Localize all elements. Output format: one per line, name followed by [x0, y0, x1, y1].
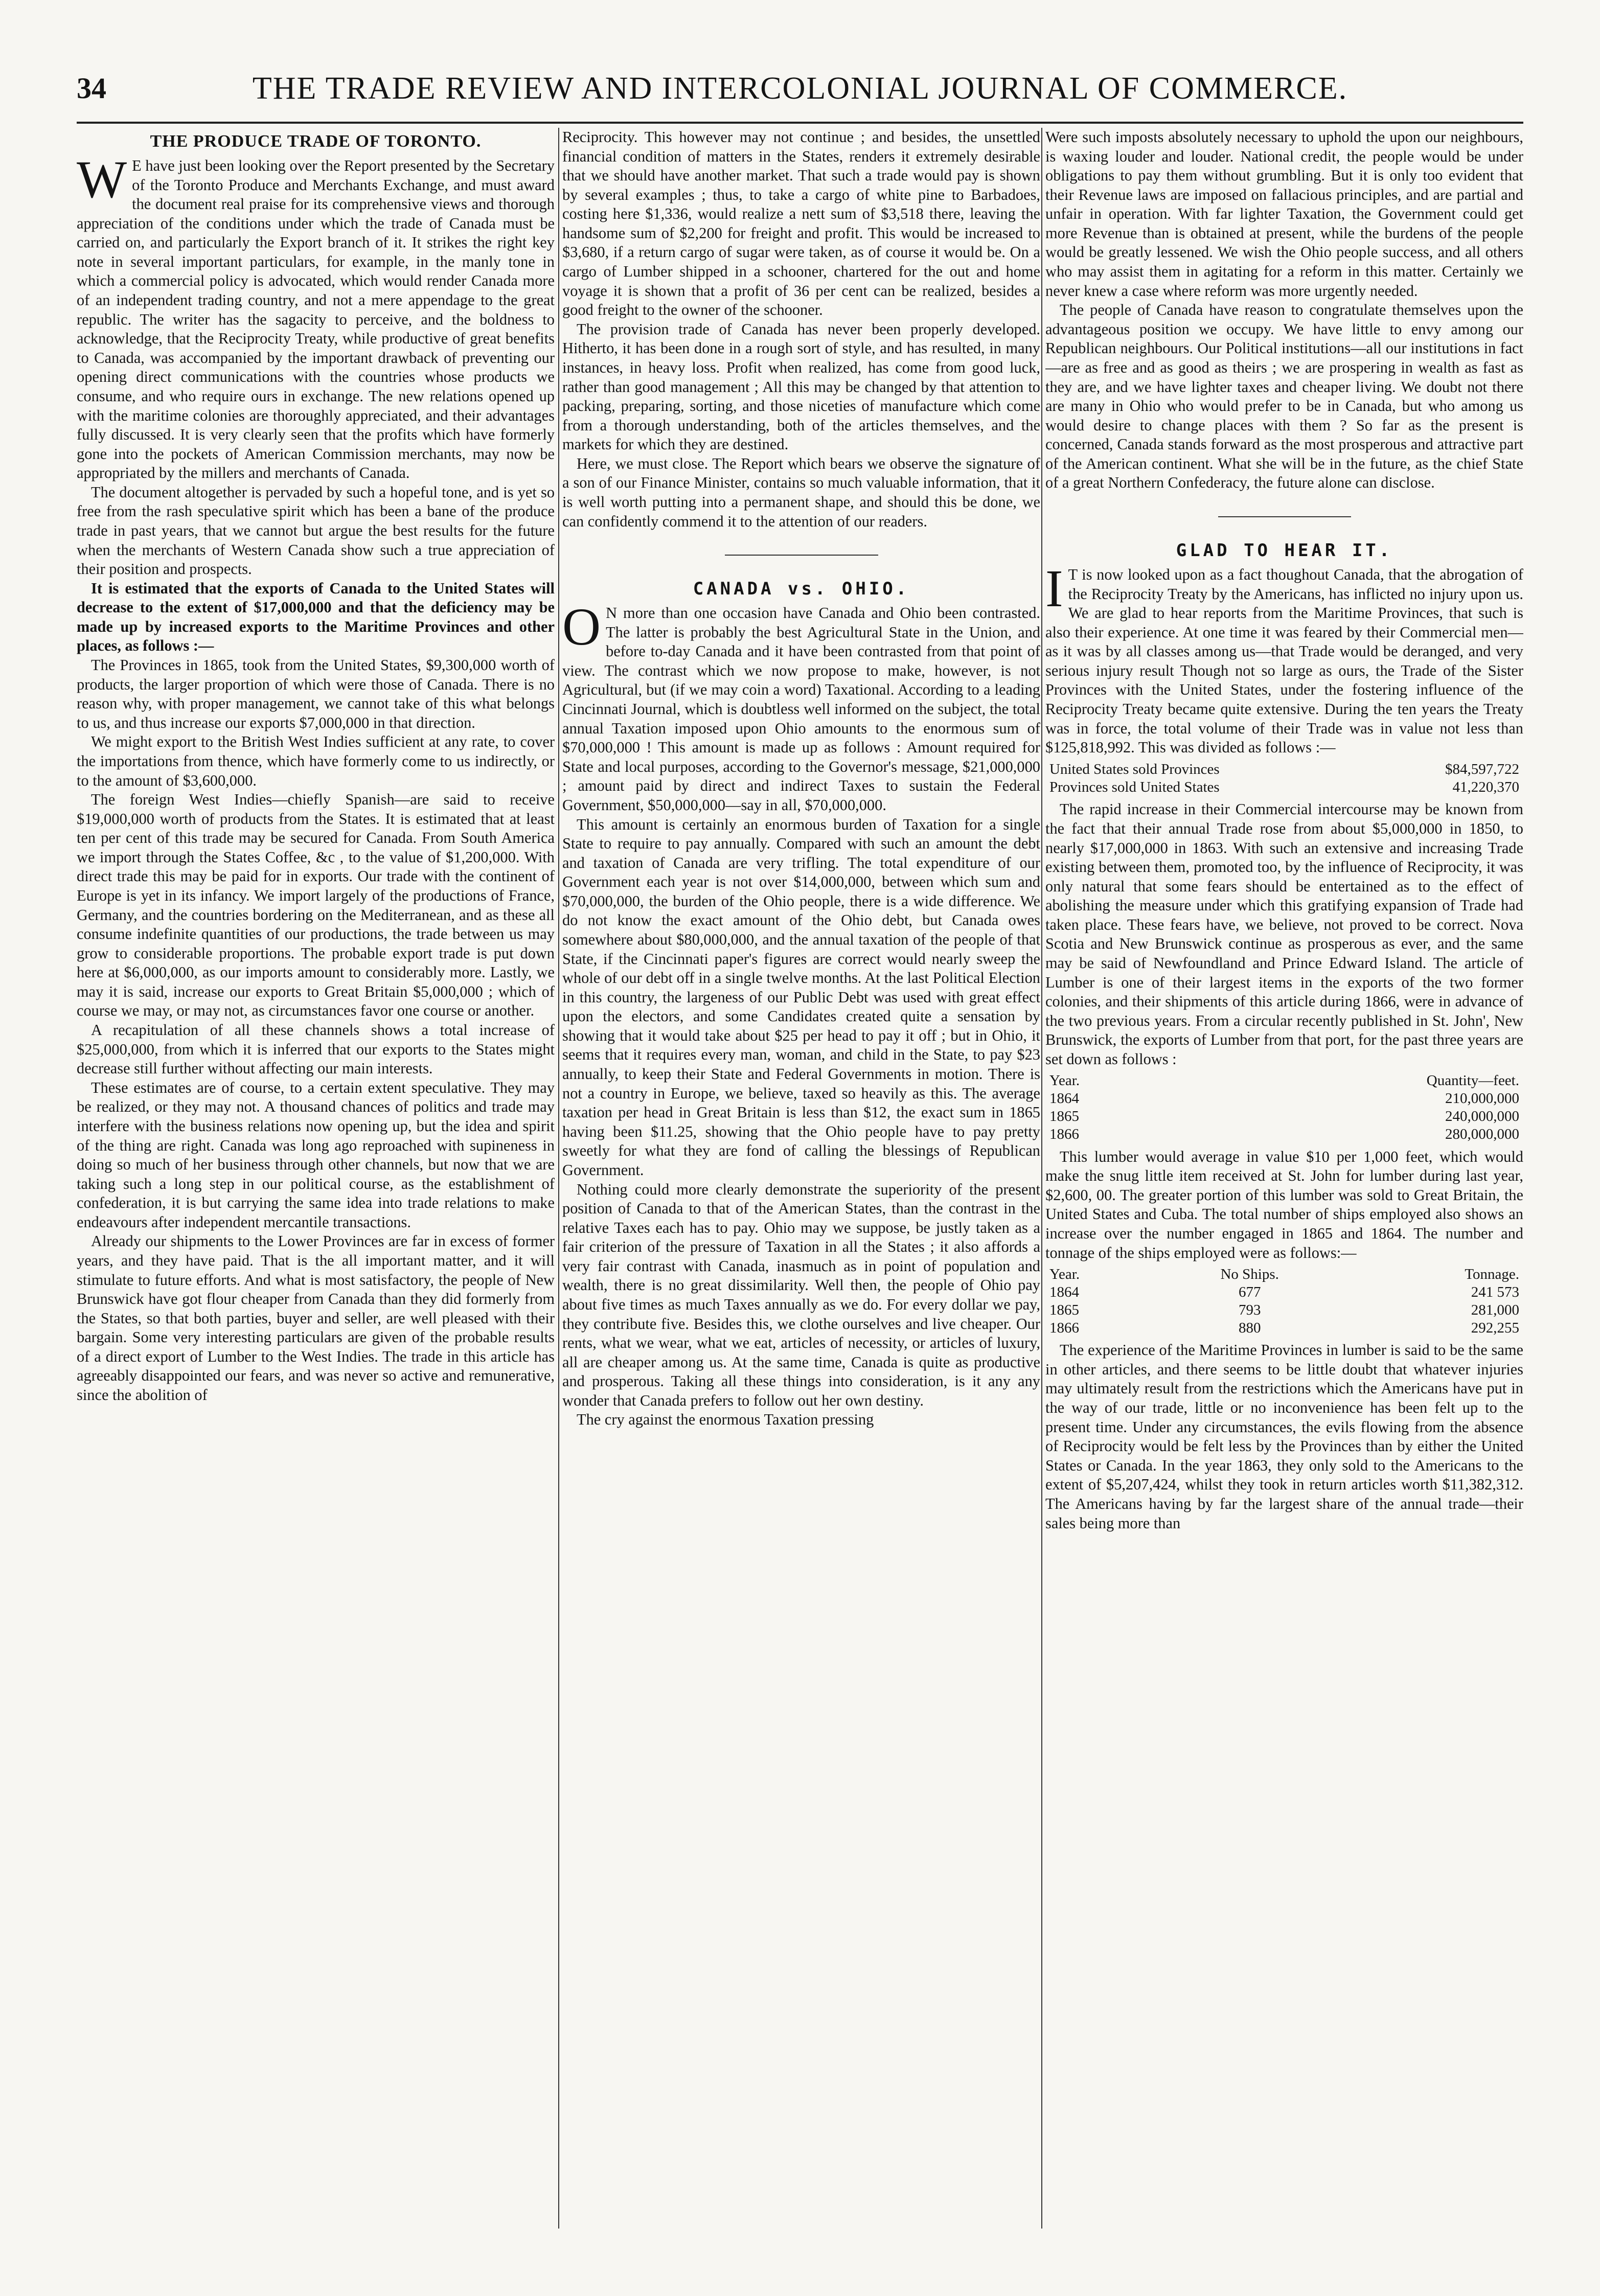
- column-1: [77, 128, 555, 2234]
- article-paragraph: I T is now looked upon as a fact thoughout Canada, that the abrogation of the Reciprocity Treaty by the Americans, has inflicted no injury upon us. We are glad to hear reports from the Maritime Provinces, that such is also their experience. At one time it was feared by their Commercial men—as it was by all classes among us—that Trade would be deranged, and very serious injury result Though not so large as ours, the Trade of the Sister Provinces with the United States, under the fostering influence of the Reciprocity Treaty became quite extensive. During the ten years the Treaty was in force, the total volume of their Trade was in value not less than $125,818,992. This was divided as follows :—: [1045, 559, 1523, 756]
- article-paragraph: The foreign West Indies—chiefly Spanish—are said to receive $19,000,000 worth of products from the States. It is estimated that at least ten per cent of this trade may be secured for Canada. From South America we import through the States Coffee, &c , to the value of $1,200,000. With direct trade this may be paid for in exports. Our trade with the continent of Europe is yet in its infancy. We import largely of the productions of France, Germany, and the countries bordering on the Mediterranean, and as these all consume indefinite quantities of our productions, the trade between us may grow to considerable proportions. The probable export trade is put down here at $6,000,000, as our imports amount to considerably more. Lastly, we may it is said, increase our exports to Great Britain $5,000,000 ; which of course we may, or may not, as circumstances favor one course or another.: [77, 791, 555, 1020]
- table-cell-tonnage: 281,000: [1471, 1301, 1519, 1318]
- table-cell-ships: 677: [1238, 1283, 1261, 1300]
- table-row: [1045, 1283, 1523, 1301]
- article-title-glad-to-hear-it: GLAD TO HEAR IT.: [1176, 540, 1393, 561]
- column-rule: [1041, 128, 1042, 2229]
- section-divider: [1218, 516, 1351, 517]
- running-head: THE TRADE REVIEW AND INTERCOLONIAL JOURNAL OF COMMERCE.: [252, 71, 1348, 106]
- table-row: [1045, 1319, 1523, 1337]
- table-header-year: Year.: [1049, 1072, 1080, 1089]
- article-paragraph: Here, we must close. The Report which bears we observe the signature of a son of our Finance Minister, contains so much valuable information, that it is well worth putting into a permanent shape, and should this be done, we can confidently commend it to the attention of our readers.: [562, 454, 1040, 530]
- article-paragraph: The document altogether is pervaded by such a hopeful tone, and is yet so free from the rash speculative spirit which has been a bane of the produce trade in past years, that we cannot but argue the best results for the future when the merchants of Western Canada show such a true appreciation of their position and prospects.: [77, 483, 555, 578]
- table-row: [1045, 1301, 1523, 1319]
- article-paragraph: W E have just been looking over the Report presented by the Secretary of the Toronto Produce and Merchants Exchange, and must award the document real praise for its comprehensive views and thorough appreciation of the conditions under which the trade of Canada must be carried on, and particularly the Export branch of it. It strikes the right key note in several important particulars, for example, in the manly tone in which a commercial policy is advocated, which would render Canada more of an independent trading country, and not a mere appendage to the great republic. The writer has the sagacity to perceive, and the boldness to acknowledge, that the Reciprocity Treaty, while productive of great benefits to Canada, was accompanied by the important drawback of preventing our opening direct communications with the countries whose products we consume, and who require ours in exchange. The new relations opened up with the maritime colonies are thoroughly appreciated, and their advantages fully discussed. It is very clearly seen that the profits which have formerly gone into the pockets of American Commission merchants, may now be appropriated by the millers and merchants of Canada.: [77, 150, 555, 482]
- article-paragraph: The cry against the enormous Taxation pressing: [577, 1411, 874, 1429]
- article-paragraph: The rapid increase in their Commercial intercourse may be known from the fact that their annual Trade rose from about $5,000,000 in 1850, to nearly $17,000,000 in 1863. With such an extensive and increasing Trade existing between them, promoted too, by the influence of Reciprocity, it was only natural that some fears should be entertained as to the effect of abolishing the measure under which this gratifying expansion of Trade had taken place. These fears have, we believe, not proved to be correct. Nova Scotia and New Brunswick continue as prosperous as ever, and the same may be said of Newfoundland and Prince Edward Island. The article of Lumber is one of their largest items in the exports of the two former colonies, and their shipments of this article during 1866, were in advance of the two previous years. From a circular recently published in St. John', New Brunswick, the exports of Lumber from that port, for the past three years are set down as follows :: [1045, 800, 1523, 1068]
- table-cell-year: 1866: [1049, 1126, 1079, 1142]
- table-cell-label: United States sold Provinces: [1049, 761, 1220, 777]
- table-cell-quantity: 280,000,000: [1445, 1126, 1519, 1142]
- table-cell-year: 1865: [1049, 1108, 1079, 1125]
- table-cell-year: 1864: [1049, 1090, 1079, 1107]
- article-paragraph: It is estimated that the exports of Canada to the United States will decrease to the extent of $17,000,000 and that the deficiency may be made up by increased exports to the Maritime Provinces and other places, as follows :—: [77, 579, 555, 655]
- drop-cap: I: [1045, 559, 1063, 618]
- table-header-tonnage: Tonnage.: [1465, 1266, 1519, 1283]
- column-2: [562, 128, 1040, 2234]
- table-cell-label: Provinces sold United States: [1049, 778, 1220, 795]
- trade-split-table: [1045, 761, 1523, 796]
- table-header-year: Year.: [1049, 1266, 1080, 1283]
- table-cell-tonnage: 241 573: [1471, 1283, 1519, 1300]
- article-paragraph: Already our shipments to the Lower Provinces are far in excess of former years, and they have paid. That is the all important matter, and it will stimulate to future efforts. And what is most satisfactory, the people of New Brunswick have got flour cheaper from Canada than they did formerly from the States, so that both parties, buyer and seller, are well pleased with their bargain. Some very interesting particulars are given of the probable results of a direct export of Lumber to the West Indies. The trade in this article has agreeably disappointed our fears, and was never so active and remunerative, since the abolition of: [77, 1232, 555, 1404]
- article-title-canada-vs-ohio: CANADA vs. OHIO.: [693, 579, 910, 600]
- article-paragraph: Were such imposts absolutely necessary to uphold the upon our neighbours, is waxing louder and louder. National credit, the people would be under obligations to pay them without grumbling. But it is only too evident that their Revenue laws are imposed on fallacious principles, and are partial and unfair in operation. With far lighter Taxation, the Government could get more Revenue than is obtained at present, while the burdens of the people would be greatly lessened. We wish the Ohio people success, and all others who may assist them in agitating for a reform in this matter. Certainly we never knew a case where reform was more urgently needed.: [1045, 128, 1523, 300]
- table-cell-quantity: 240,000,000: [1445, 1108, 1519, 1125]
- table-cell-ships: 880: [1238, 1319, 1261, 1336]
- article-paragraph: We might export to the British West Indies sufficient at any rate, to cover the importations from thence, which have formerly come to us indirectly, or to the amount of $3,600,000.: [77, 733, 555, 789]
- table-row: [1045, 1108, 1523, 1126]
- table-cell-ships: 793: [1238, 1301, 1261, 1318]
- table-header-ships: No Ships.: [1220, 1266, 1279, 1283]
- table-row: [1045, 1090, 1523, 1108]
- table-cell-year: 1866: [1049, 1319, 1079, 1336]
- table-row: [1045, 1126, 1523, 1143]
- table-cell-value: $84,597,722: [1445, 761, 1519, 777]
- article-paragraph: Reciprocity. This however may not continue ; and besides, the unsettled financial condition of matters in the States, renders it extremely desirable that we should have another market. That such a trade would pay is shown by several examples ; thus, to take a cargo of white pine to Barbadoes, costing here $1,336, would realize a nett sum of $3,518 there, leaving the handsome sum of $2,200 for freight and profit. This would be increased to $3,680, if a return cargo of sugar were taken, as of course it would be. On a cargo of Lumber shipped in a schooner, chartered for the out and home voyage it is shown that a profit of 36 per cent can be realized, besides a good freight to the owner of the schooner.: [562, 128, 1040, 319]
- table-row: [1045, 778, 1523, 796]
- article-paragraph: This amount is certainly an enormous burden of Taxation for a single State to require to pay annually. Compared with such an amount the debt and taxation of Canada are very trifling. The total expenditure of our Government each year is not over $14,000,000, between which sum and $70,000,000, the burden of the Ohio people, there is a wide difference. We do not know the exact amount of the Ohio debt, but Canada owes somewhere about $80,000,000, and the annual taxation of the people of that State, if the Cincinnati paper's figures are correct would nearly sweep the whole of our debt off in a single twelve months. At the last Political Election in this country, the largeness of our Public Debt was used with great effect upon the electors, and some Candidates created quite a sensation by showing that it would take about $25 per head to pay it off ; but in Ohio, it seems that it requires every man, woman, and child in the State, to pay $23 annually, to keep their State and Federal Governments in motion. There is not a country in Europe, we believe, taxed so heavily as this. The average taxation per head in Great Britain is less than $12, the exact sum in 1865 having been $11.25, showing that the Ohio people have to pay pretty sweetly for what they are fond of calling the blessings of Republican Government.: [562, 815, 1040, 1179]
- table-cell-quantity: 210,000,000: [1445, 1090, 1519, 1107]
- column-rule: [558, 128, 559, 2229]
- drop-cap: W: [77, 150, 127, 210]
- table-row: [1045, 761, 1523, 778]
- lumber-exports-table: [1045, 1072, 1523, 1143]
- table-cell-tonnage: 292,255: [1471, 1319, 1519, 1336]
- article-paragraph: The Provinces in 1865, took from the United States, $9,300,000 worth of products, the larger proportion of which were those of Canada. There is no reason why, with proper management, we cannot take of this what belongs to us, and thus increase our exports $7,000,000 in that direction.: [77, 656, 555, 731]
- table-header-row: [1045, 1266, 1523, 1283]
- drop-cap: O: [562, 598, 601, 657]
- table-cell-year: 1864: [1049, 1283, 1079, 1300]
- section-divider: [725, 555, 878, 556]
- column-3: [1045, 128, 1523, 2234]
- page-header: [77, 65, 1523, 124]
- table-cell-value: 41,220,370: [1452, 778, 1519, 795]
- article-paragraph: The provision trade of Canada has never been properly developed. Hitherto, it has been done in a rough sort of style, and has resulted, in many instances, in heavy loss. Profit when realized, has come from good luck, rather than good management ; All this may be changed by that attention to packing, preparing, sorting, and those niceties of manufacture which come from a thorough understanding, both of the articles themselves, and the markets for which they are destined.: [562, 320, 1040, 453]
- article-title-produce-trade: THE PRODUCE TRADE OF TORONTO.: [150, 132, 482, 151]
- article-paragraph: Nothing could more clearly demonstrate the superiority of the present position of Canada to that of the American States, than the contrast in the relative Taxes each has to pay. Ohio may we suppose, be justly taken as a fair criterion of the pressure of Taxation in all the States ; it also affords a very fair contrast with Canada, inasmuch as in point of population and wealth, there is no great dissimilarity. Well then, the people of Ohio pay about five times as much Taxes annually as we do. For every dollar we pay, they contribute five. Besides this, we clothe ourselves and live cheaper. Our rents, what we wear, what we eat, articles of necessity, or articles of luxury, all are cheaper among us. At the same time, Canada is quite as productive and prosperous. Taking all these things into consideration, is it any any wonder that Canada prefers to follow out her own destiny.: [562, 1180, 1040, 1409]
- article-paragraph: The experience of the Maritime Provinces in lumber is said to be the same in other articles, and there seems to be little doubt that whatever injuries may ultimately result from the restrictions which the Americans have put in the way of our trade, little or no inconvenience has been felt up to the present time. Under any circumstances, the evils flowing from the absence of Reciprocity would be felt less by the Provinces than by either the United States or Canada. In the year 1863, they only sold to the Americans to the extent of $5,207,424, whilst they took in return articles worth $11,382,312. The Americans having by far the largest share of the annual trade—their sales being more than: [1045, 1341, 1523, 1532]
- page-number: 34: [77, 72, 106, 105]
- article-paragraph: O N more than one occasion have Canada and Ohio been contrasted. The latter is probably the best Agricultural State in the Union, and before to-day Canada and it have been contrasted from that point of view. The contrast which we now propose to make, however, is not Agricultural, but (if we may coin a word) Taxational. According to a leading Cincinnati Journal, which is doubtless well informed on the subject, the total annual Taxation imposed upon Ohio amounts to the enormous sum of $70,000,000 ! This amount is made up as follows : Amount required for State and local purposes, according to the Governor's message, $21,000,000 ; amount paid by direct and indirect Taxes to sustain the Federal Government, $50,000,000—say in all, $70,000,000.: [562, 598, 1040, 814]
- table-header-quantity: Quantity—feet.: [1426, 1072, 1519, 1089]
- article-paragraph: The people of Canada have reason to congratulate themselves upon the advantageous position we occupy. We have little to envy among our Republican neighbours. Our Political institutions—all our institutions in fact—are as free and as good as theirs ; we are prospering in wealth as fast as they are, and we have lighter taxes and cheaper living. We doubt not there are many in Ohio who would prefer to be in Canada, but who among us would desire to change places with them ? So far as the present is concerned, Canada stands forward as the most prosperous and attractive part of the American continent. What she will be in the future, as the chief State of a great Northern Confederacy, the future alone can disclose.: [1045, 301, 1523, 492]
- article-paragraph: These estimates are of course, to a certain extent speculative. They may be realized, or they may not. A thousand chances of politics and trade may interfere with the business relations now opening up, but the idea and spirit of the thing are right. Canada was long ago reproached with supineness in doing so much of her business through other channels, but now that we are taking such a long step in our political course, as the establishment of confederation, it is but carrying the same idea into trade relations to make endeavours after independent mercantile transactions.: [77, 1078, 555, 1231]
- article-paragraph: This lumber would average in value $10 per 1,000 feet, which would make the snug little item received at St. John for lumber during last year, $2,600, 00. The greater portion of this lumber was sold to Great Britain, the United States and Cuba. The total number of ships employed also shows an increase over the number engaged in 1865 and 1864. The number and tonnage of the ships employed were as follows:—: [1045, 1147, 1523, 1261]
- table-header-row: [1045, 1072, 1523, 1090]
- table-cell-year: 1865: [1049, 1301, 1079, 1318]
- article-paragraph: A recapitulation of all these channels shows a total increase of $25,000,000, from which it is inferred that our exports to the States might decrease still further without affecting our main interests.: [77, 1021, 555, 1077]
- ships-table: [1045, 1266, 1523, 1337]
